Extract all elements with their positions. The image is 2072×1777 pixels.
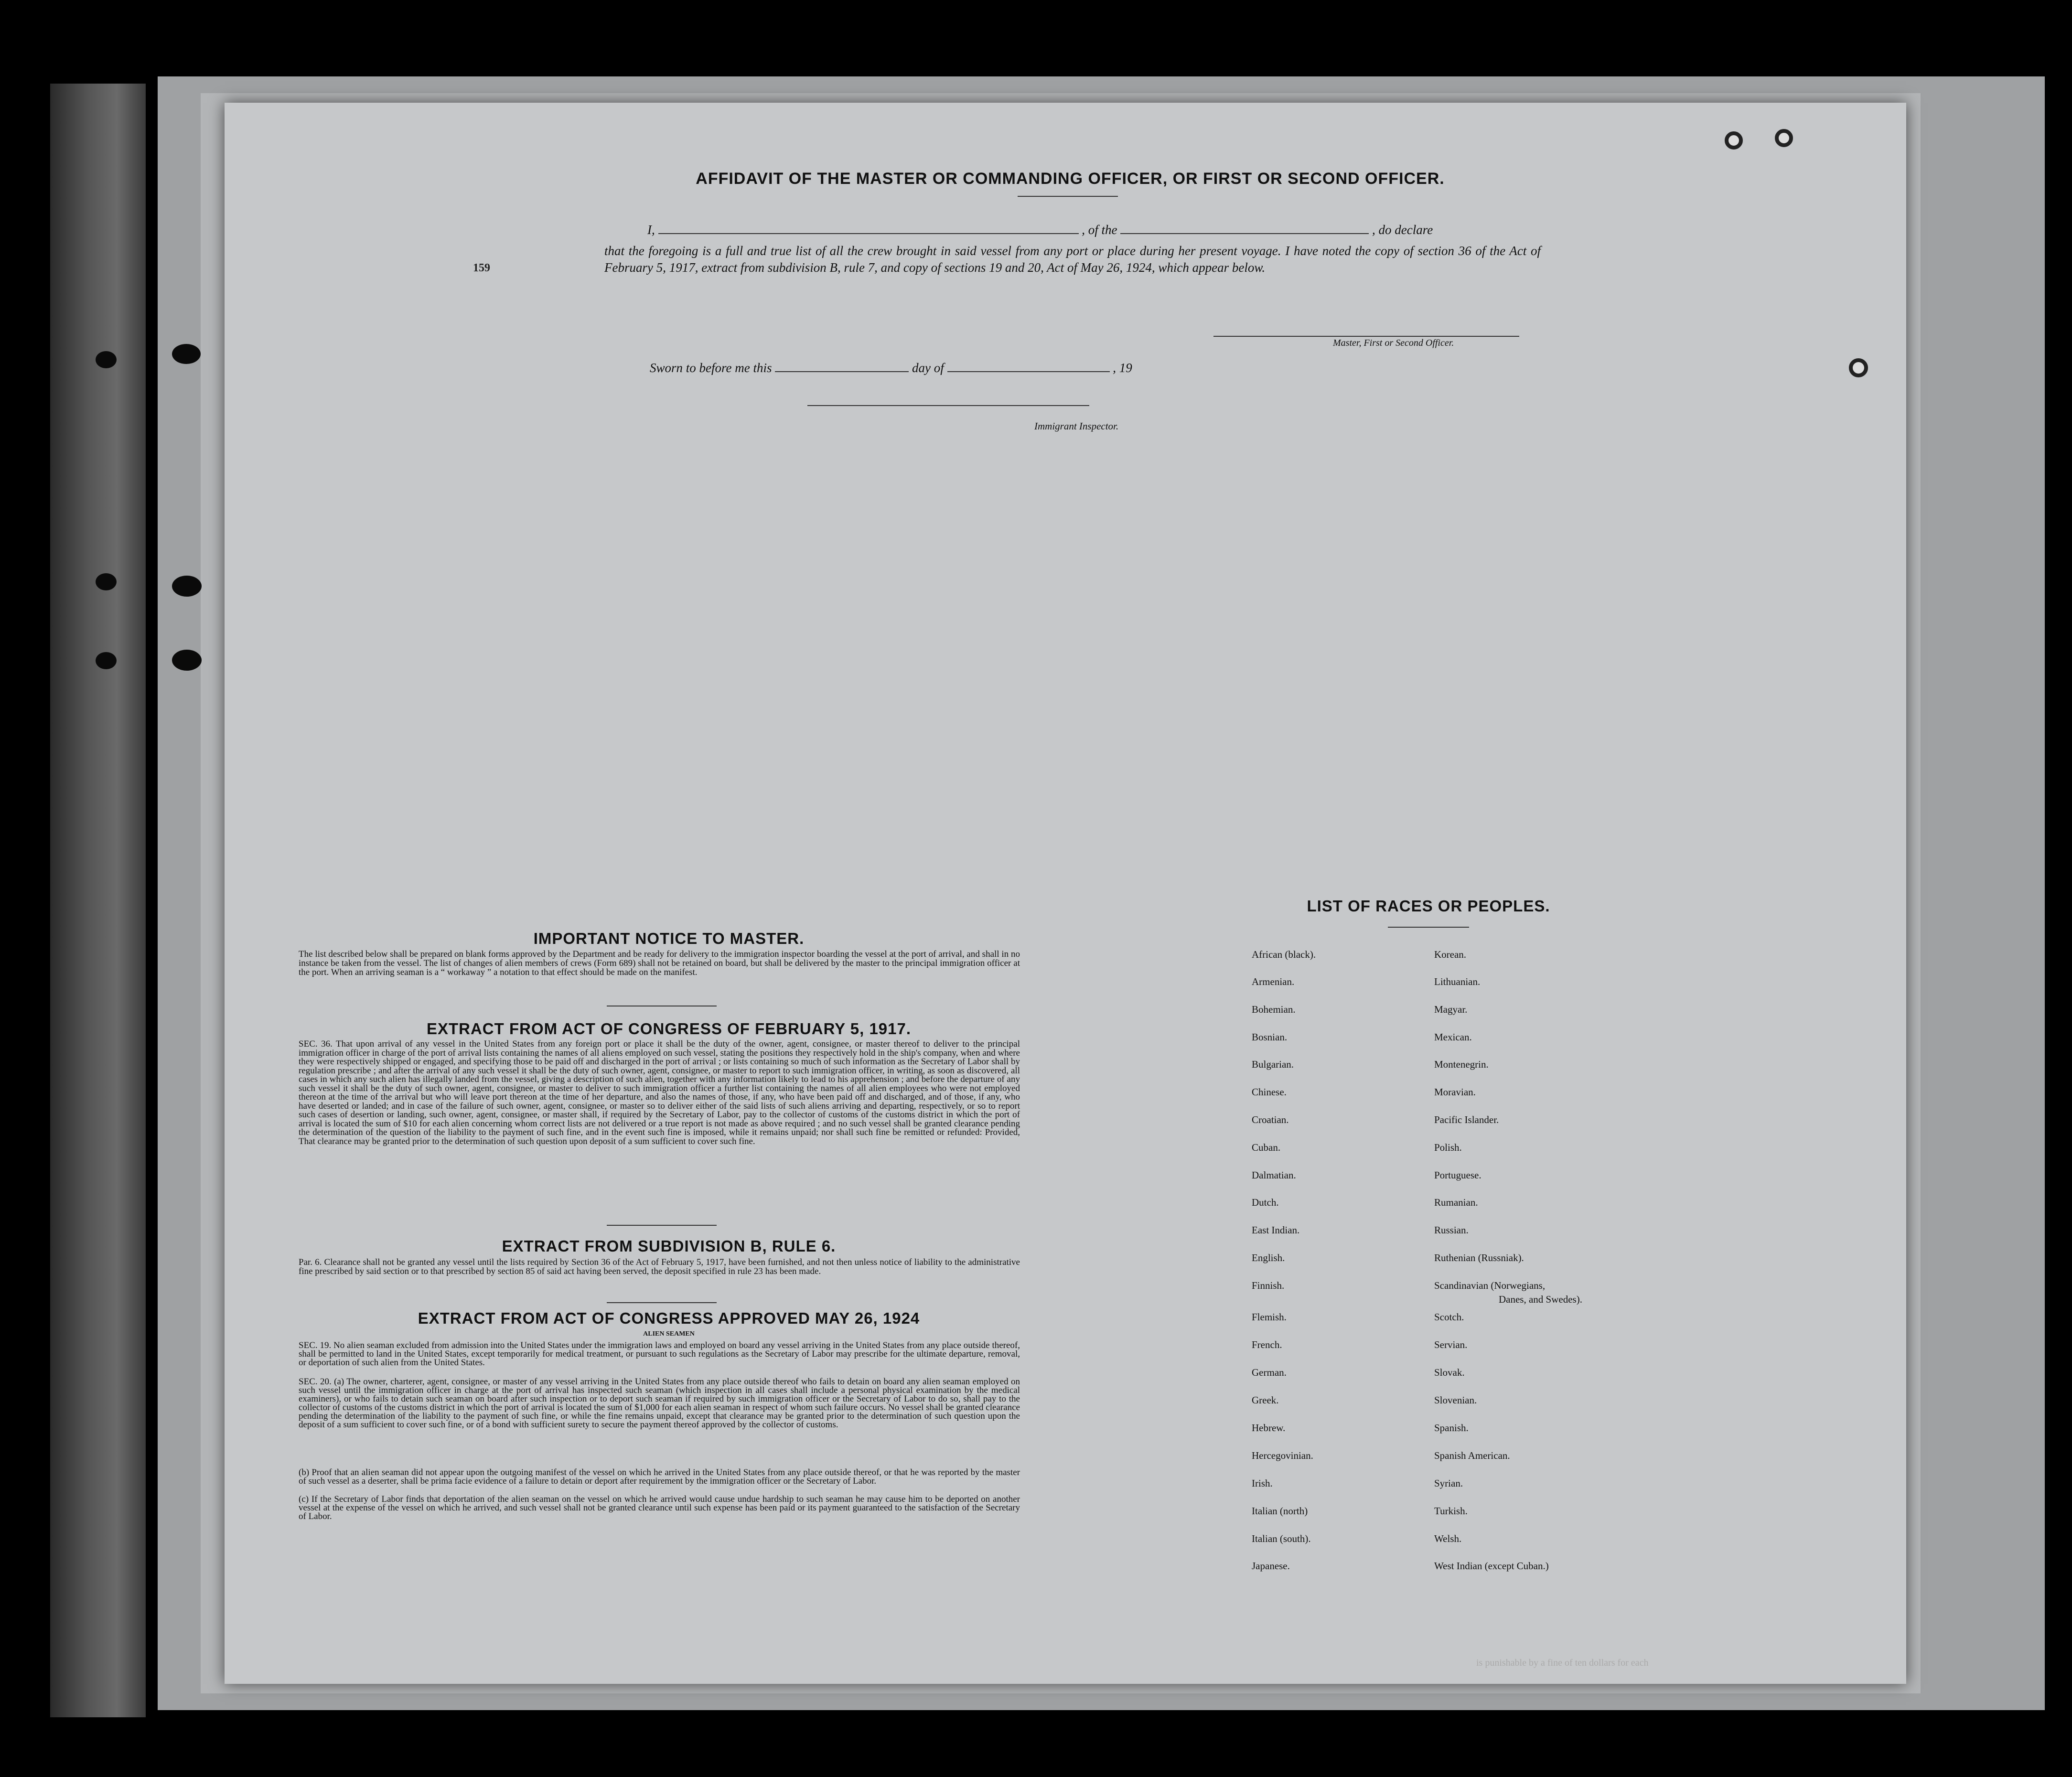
divider [1018,196,1118,197]
race-item: Dutch. [1252,1197,1279,1208]
extract-1917-title: EXTRACT FROM ACT OF CONGRESS OF FEBRUARY 5, 1917. [426,1020,912,1038]
race-item: Polish. [1434,1142,1462,1153]
binder-hole [172,344,201,364]
race-item: Syrian. [1434,1477,1463,1489]
race-item: Moravian. [1434,1086,1476,1098]
race-item: Magyar. [1434,1004,1468,1015]
race-item: Bulgarian. [1252,1059,1294,1070]
divider [607,1225,717,1226]
day-of-label: day of [912,361,944,375]
notice-title: IMPORTANT NOTICE TO MASTER. [533,930,805,947]
race-item: Hebrew. [1252,1422,1286,1434]
sec19-text: SEC. 19. No alien seaman excluded from admission into the United States under the immigration laws and employed on board any vessel arriving in the United States from any place outside thereof, shall be permitted to land in the United States, except temporarily for medical treatment, or pursuant to such regulations as the Secretary of Labor may prescribe for the ultimate departure, removal, or deportation of such alien from the United States. [299,1340,1020,1368]
affidavit-title: AFFIDAVIT OF THE MASTER OR COMMANDING OFFICER, OR FIRST OR SECOND OFFICER. [696,170,1445,188]
extract-1924-title: EXTRACT FROM ACT OF CONGRESS APPROVED MAY 26, 1924 [418,1309,920,1327]
race-item: West Indian (except Cuban.) [1434,1560,1549,1572]
race-item: Finnish. [1252,1280,1285,1291]
rule6-text: Par. 6. Clearance shall not be granted any vessel until the lists required by Section 36 of the Act of February 5, 1917, have been furnished, and not then unless notice of liability to the administrative fine prescribed by said section or to that prescribed by section 85 of said act having been served, the deposit specified in rule 23 has been made. [299,1257,1020,1276]
sworn-month-blank[interactable] [947,362,1110,372]
race-item: Cuban. [1252,1142,1281,1153]
race-item: Scandinavian (Norwegians, [1434,1280,1546,1291]
race-scandinavian-continued: Danes, and Swedes). [1499,1294,1582,1305]
affidavit-line [647,223,1536,237]
race-item: Russian. [1434,1224,1469,1236]
sec20b-text: (b) Proof that an alien seaman did not appear upon the outgoing manifest of the vessel on which he arrived in the United States from any place outside thereof, or that he was reported by the master of such vessel as a deserter, shall be prima facie evidence of a failure to detain or deport after requirement by the immigration officer or the Secretary of Labor. [299,1467,1020,1486]
race-item: Portuguese. [1434,1169,1482,1181]
binder-hole [172,650,202,671]
inspector-signature-line[interactable] [807,405,1089,406]
sworn-line [650,361,1132,375]
race-item: Ruthenian (Russniak). [1434,1252,1524,1263]
race-item: Chinese. [1252,1086,1287,1098]
race-item: French. [1252,1339,1282,1350]
inspector-label: Immigrant Inspector. [1034,420,1119,432]
vessel-blank[interactable] [1120,224,1369,234]
affidavit-of-the: , of the [1082,223,1117,237]
affidavit-declare: , do declare [1372,223,1433,237]
race-item: Spanish. [1434,1422,1469,1434]
reinforcement-ring [1849,358,1868,377]
name-blank[interactable] [658,224,1079,234]
race-item: Pacific Islander. [1434,1114,1499,1125]
year-label: , 19 [1113,361,1132,375]
sec20c-text: (c) If the Secretary of Labor finds that deportation of the alien seaman on the vessel on which he arrived would cause undue hardship to such seaman he may cause him to be deported on another vessel at the expense of the vessel on which he arrived, and such vessel shall not be granted clearance until such expense has been paid or its payment guaranteed to the satisfaction of the Secretary of Labor. [299,1494,1020,1521]
form-sheet [225,103,1906,1684]
race-item: Scotch. [1434,1311,1464,1323]
race-item: Korean. [1434,949,1467,960]
extract-1917-text: SEC. 36. That upon arrival of any vessel in the United States from any foreign port or place it shall be the duty of the owner, agent, consignee, or master thereof to deliver to the principal immigration officer in charge of the port of arrival lists containing the names of all aliens employed on such vessel, stating the positions they respectively hold in the ship's company, when and where they were respectively shipped or engaged, and specifying those to be paid off and discharged in the port of arrival ; or lists containing so much of such information as the Secretary of Labor shall by regulation prescribe ; and after the arrival of any such vessel it shall be the duty of such owner, agent, consignee, or master to report to such immigration officer, in writing, as soon as discovered, all cases in which any such alien has illegally landed from the vessel, giving a description of such alien, together with any information likely to lead to his apprehension ; and before the departure of any such vessel it shall be the duty of such owner, agent, consignee, or master to deliver to such immigration officer a further list containing the names of all alien employees who were not employed thereon at the time of the arrival but who will leave port thereon at the time of her departure, and also the names of those, if any, who have been paid off and discharged, and of those, if any, who have deserted or landed; and in case of the failure of such owner, agent, consignee, or master so to deliver either of the said lists of such aliens arriving and departing, respectively, or so to report such cases of desertion or landing, such owner, agent, consignee, or master shall, if required by the Secretary of Labor, pay to the collector of customs of the customs district in which the port of arrival is located the sum of $10 for each alien concerning whom correct lists are not delivered or a true report is not made as above required ; and no such vessel shall be granted clearance pending the determination of the question of the liability to the payment of such fine, and in the event such fine is imposed, while it remains unpaid; nor shall such fine be remitted or refunded: Provided, That clearance may be granted prior to the determination of such question upon deposit of a sum sufficient to cover such fine. [299,1039,1020,1146]
race-item: Croatian. [1252,1114,1289,1125]
race-item: Italian (north) [1252,1505,1308,1517]
race-item: Italian (south). [1252,1533,1311,1544]
sec20a-text: SEC. 20. (a) The owner, charterer, agent, consignee, or master of any vessel arriving in the United States from any place outside thereof who fails to detain on board any alien seaman employed on such vessel until the immigration officer in charge at the port of arrival has inspected such seaman (which inspection in all cases shall include a personal physical examination by the medical examiners), or who fails to detain such seaman on board after such inspection or to deport such seaman if required by such immigration officer or the Secretary of Labor to do so, shall pay to the collector of customs of the customs district in which the port of arrival is located the sum of $1,000 for each alien seaman in respect of whom such failure occurs. No vessel shall be granted clearance pending the determination of the liability to the payment of such fine, or while the fine remains unpaid, except that clearance may be granted prior to the determination of such question upon the deposit of a sum sufficient to cover such fine, or of a bond with sufficient surety to secure the payment thereof approved by the collector of customs. [299,1377,1020,1430]
notice-text: The list described below shall be prepared on blank forms approved by the Department and be ready for delivery to the immigration inspector boarding the vessel at the port of arrival, and shall in no instance be taken from the vessel. The list of changes of alien members of crews (Form 689) shall not be retained on board, but shall be delivered by the master to the principal immigration officer at the port. When an arriving seaman is a “ workaway ” a notation to that effect should be made on the manifest. [299,949,1020,977]
binder-hole [172,576,202,597]
race-item: Servian. [1434,1339,1468,1350]
master-signature-label: Master, First or Second Officer. [1333,338,1454,348]
divider [1388,927,1469,928]
underlying-page-fragment: is punishable by a fine of ten dollars for each [1476,1658,1649,1668]
sworn-label: Sworn to before me this [650,361,772,375]
race-item: East Indian. [1252,1224,1300,1236]
divider [607,1302,717,1303]
affidavit-paragraph: that the foregoing is a full and true list of all the crew brought in said vessel from any port or place during her present voyage. I have noted the copy of section 36 of the Act of February 5, 1917, extract from subdivision B, rule 7, and copy of sections 19 and 20, Act of May 26, 1924, which appear below. [604,244,1541,275]
race-item: Rumanian. [1434,1197,1478,1208]
race-item: Turkish. [1434,1505,1468,1517]
race-item: Lithuanian. [1434,976,1481,987]
race-item: Armenian. [1252,976,1295,987]
race-item: English. [1252,1252,1285,1263]
race-item: Hercegovinian. [1252,1450,1313,1461]
race-item: Flemish. [1252,1311,1287,1323]
race-item: Mexican. [1434,1031,1472,1043]
stamp-number: 159 [473,262,490,274]
race-item: Welsh. [1434,1533,1462,1544]
binder-hole [96,573,117,590]
reinforcement-ring [1775,129,1793,147]
race-item: Spanish American. [1434,1450,1510,1461]
race-item: Montenegrin. [1434,1059,1489,1070]
extract-1924-subtitle: ALIEN SEAMEN [643,1330,695,1338]
race-item: Japanese. [1252,1560,1290,1572]
race-item: German. [1252,1367,1287,1378]
race-item: Greek. [1252,1394,1279,1406]
affidavit-i: I, [647,223,655,237]
binder-hole [96,351,117,368]
races-title: LIST OF RACES OR PEOPLES. [1307,897,1550,915]
race-item: Irish. [1252,1477,1273,1489]
sworn-day-blank[interactable] [775,362,909,372]
race-item: Slovak. [1434,1367,1465,1378]
race-item: African (black). [1252,949,1316,960]
race-item: Bohemian. [1252,1004,1296,1015]
rule6-title: EXTRACT FROM SUBDIVISION B, RULE 6. [502,1237,836,1255]
reinforcement-ring [1725,131,1743,150]
binder-hole [96,652,117,669]
race-item: Bosnian. [1252,1031,1288,1043]
race-item: Dalmatian. [1252,1169,1296,1181]
master-signature-line[interactable] [1213,336,1519,337]
race-item: Slovenian. [1434,1394,1477,1406]
binder-edge [50,84,146,1717]
